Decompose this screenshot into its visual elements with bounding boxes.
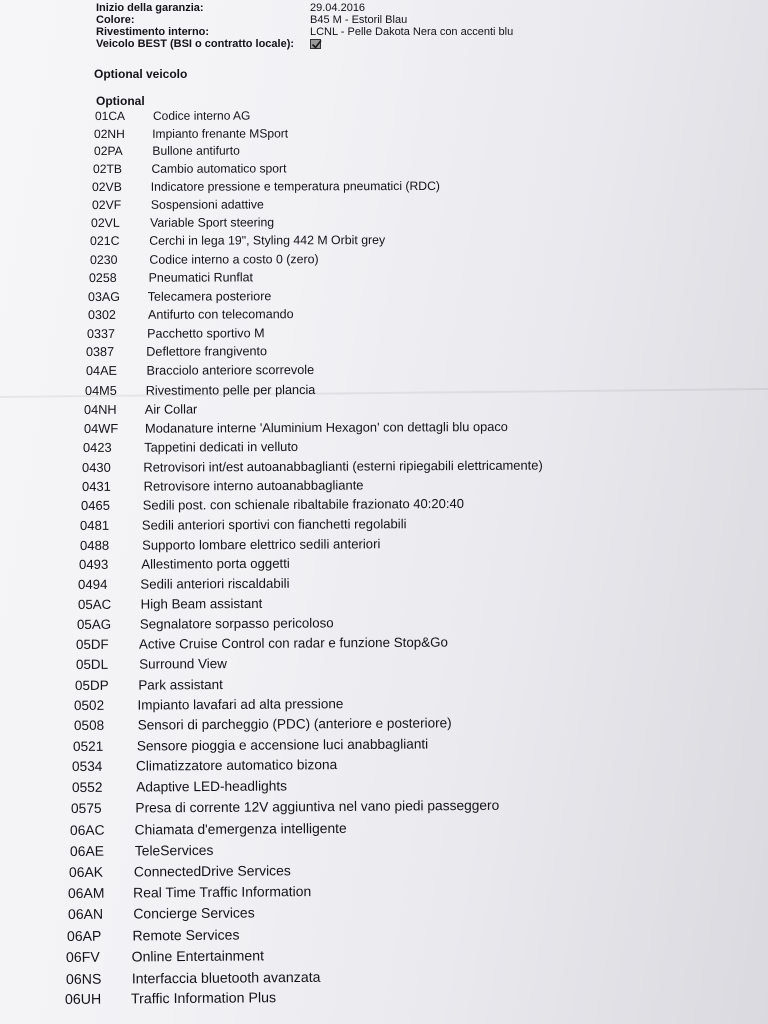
option-description: Interfaccia bluetooth avanzata [131, 968, 321, 986]
option-code: 06AP [66, 927, 102, 944]
option-code: 02VF [91, 197, 121, 213]
option-description: Telecamera posteriore [148, 288, 272, 304]
option-description: Climatizzatore automatico bizona [136, 757, 338, 774]
option-code: 021C [90, 234, 120, 249]
option-code: 0230 [89, 252, 118, 267]
option-code: 05DL [75, 656, 108, 673]
option-code: 0488 [79, 537, 109, 553]
option-description: Cerchi in lega 19", Styling 442 M Orbit grey [149, 233, 386, 249]
option-description: Remote Services [132, 926, 240, 944]
option-code: 04WF [83, 421, 118, 437]
option-code: 05AG [76, 616, 112, 632]
option-description: Park assistant [138, 676, 223, 693]
option-description: Cambio automatico sport [151, 161, 287, 177]
option-code: 0502 [74, 697, 105, 713]
option-code: 0465 [80, 498, 111, 514]
option-code: 0534 [72, 759, 103, 775]
option-description: Active Cruise Control con radar e funzione Stop&Go [139, 634, 449, 652]
interior-label: Rivestimento interno: [96, 26, 210, 38]
option-description: Sospensioni adattive [150, 197, 264, 212]
option-description: Real Time Traffic Information [133, 883, 312, 901]
option-description: Segnalatore sorpasso pericoloso [139, 615, 334, 632]
option-code: 0521 [72, 738, 104, 754]
option-description: Tappetini dedicati in velluto [144, 439, 299, 456]
option-description: Pneumatici Runflat [148, 270, 254, 285]
option-code: 0258 [88, 270, 117, 285]
option-code: 02VL [90, 216, 120, 231]
option-description: Chiamata d'emergenza intelligente [134, 819, 347, 838]
option-description: Indicatore pressione e temperatura pneumatici (RDC) [150, 179, 441, 194]
option-code: 05AC [77, 596, 111, 612]
option-code: 04AE [85, 364, 117, 379]
option-code: 06AC [70, 821, 105, 838]
option-description: Surround View [138, 656, 227, 672]
warranty-value: 29.04.2016 [310, 2, 366, 14]
column-title: Optional [96, 94, 145, 108]
option-description: Sensore pioggia e accensione luci anabbaglianti [136, 736, 429, 754]
option-code: 02PA [93, 144, 123, 159]
option-description: Air Collar [145, 401, 198, 417]
option-code: 0302 [87, 307, 116, 322]
option-description: Rivestimento pelle per plancia [145, 382, 316, 398]
option-description: Concierge Services [132, 904, 255, 922]
option-code: 05DF [76, 636, 110, 653]
option-code: 0552 [71, 779, 103, 796]
option-code: 0508 [73, 718, 104, 734]
color-value: B45 M - Estoril Blau [310, 14, 408, 26]
option-code: 06AN [67, 905, 103, 923]
option-code: 0481 [80, 517, 110, 533]
option-description: Sedili anteriori riscaldabili [140, 575, 290, 592]
option-code: 06FV [66, 948, 101, 965]
section-title: Optional veicolo [94, 67, 188, 81]
option-description: Allestimento porta oggetti [141, 556, 290, 572]
option-description: Bracciolo anteriore scorrevole [146, 363, 314, 378]
option-code: 06AM [68, 884, 105, 901]
option-description: Variable Sport steering [150, 215, 275, 230]
option-code: 06UH [64, 991, 102, 1009]
option-code: 06AK [68, 863, 104, 880]
option-code: 06AE [69, 842, 104, 859]
option-description: High Beam assistant [140, 595, 262, 612]
option-description: Retrovisore interno autoanabbagliante [143, 477, 364, 494]
option-description: ConnectedDrive Services [133, 862, 291, 880]
option-description: Codice interno AG [152, 108, 251, 123]
option-code: 0431 [81, 478, 111, 494]
best-label: Veicolo BEST (BSI o contratto locale): [96, 38, 295, 50]
option-code: 04M5 [84, 382, 117, 399]
option-description: Modanature interne 'Aluminium Hexagon' con dettagli blu opaco [144, 419, 508, 436]
option-code: 02VB [92, 180, 123, 195]
option-description: Impianto lavafari ad alta pressione [137, 695, 344, 713]
option-description: Retrovisori int/est autoanabbaglianti (esterni ripiegabili elettricamente) [143, 457, 544, 475]
option-description: Pacchetto sportivo M [147, 325, 265, 341]
option-description: Impianto frenante MSport [152, 126, 289, 141]
option-code: 03AG [88, 289, 121, 304]
option-code: 02NH [94, 126, 126, 141]
option-code: 0423 [82, 440, 112, 456]
option-code: 01CA [94, 108, 126, 123]
option-code: 06NS [65, 970, 102, 987]
option-description: Deflettore frangivento [146, 344, 268, 360]
option-code: 0430 [82, 459, 112, 475]
color-label: Colore: [96, 14, 135, 26]
warranty-label: Inizio della garanzia: [96, 2, 204, 14]
option-code: 0387 [86, 345, 115, 360]
option-description: Sedili anteriori sportivi con fianchetti regolabili [142, 516, 407, 533]
option-description: Bullone antifurto [152, 143, 240, 159]
option-description: Codice interno a costo 0 (zero) [149, 251, 319, 267]
option-description: Adaptive LED-headlights [135, 778, 287, 795]
option-description: Online Entertainment [131, 947, 265, 965]
option-code: 0493 [78, 557, 109, 573]
option-code: 0337 [86, 326, 116, 341]
interior-value: LCNL - Pelle Dakota Nera con accenti blu [310, 26, 514, 38]
option-description: Antifurto con telecomando [147, 307, 294, 322]
option-code: 04NH [84, 401, 117, 418]
option-description: Sensori di parcheggio (PDC) (anteriore e posteriore) [137, 715, 452, 733]
option-code: 0575 [70, 800, 102, 816]
option-description: TeleServices [134, 841, 214, 859]
option-code: 02TB [92, 162, 123, 177]
option-code: 05DP [74, 677, 109, 693]
option-description: Traffic Information Plus [130, 990, 277, 1008]
option-description: Sedili post. con schienale ribaltabile frazionato 40:20:40 [142, 496, 464, 514]
option-description: Presa di corrente 12V aggiuntiva nel vano piedi passeggero [135, 797, 500, 816]
option-code: 0494 [78, 576, 108, 593]
option-description: Supporto lombare elettrico sedili anteriori [141, 535, 381, 553]
